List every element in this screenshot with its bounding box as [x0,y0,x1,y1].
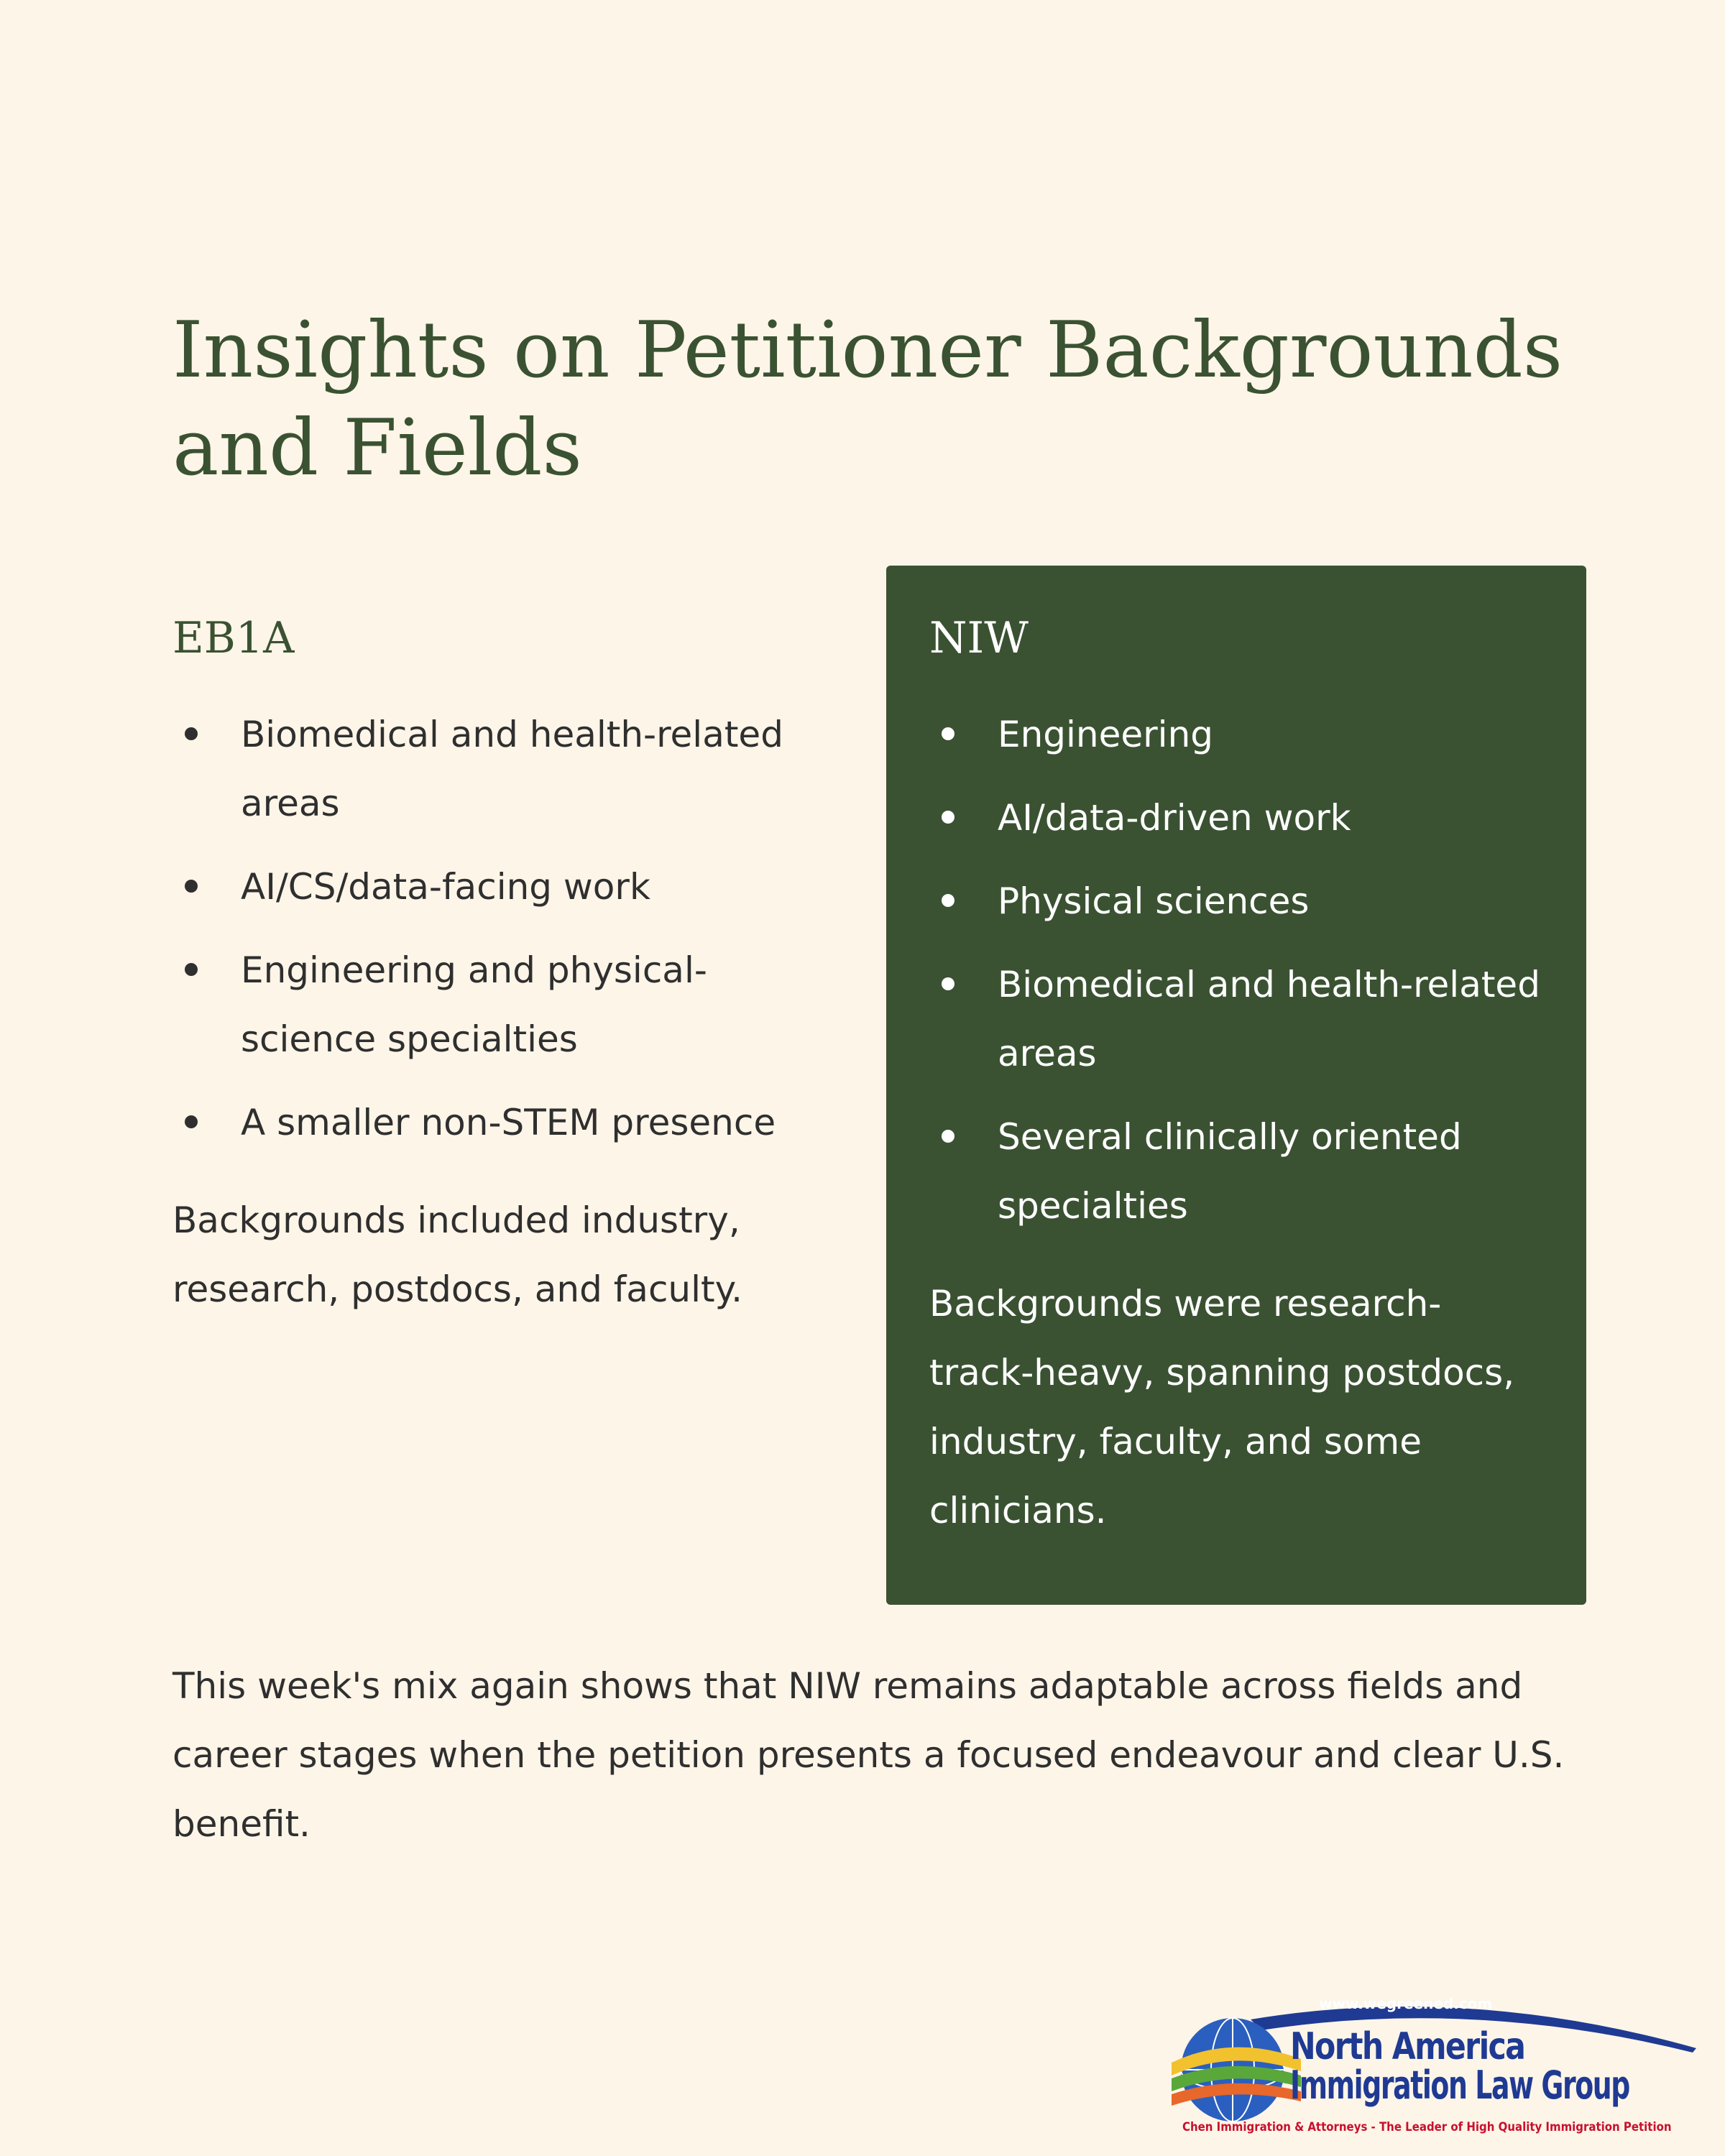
list-item: Several clinically oriented specialties [929,1102,1543,1240]
niw-heading: NIW [929,613,1029,663]
list-item: Engineering [929,700,1543,769]
logo-name-line2: Immigration Law Group [1290,2063,1629,2108]
page-title: Insights on Petitioner Backgrounds and Fields [172,305,1563,493]
list-item: Engineering and physical-science specialties [172,936,819,1074]
niw-panel [886,566,1586,1605]
eb1a-column [172,604,819,1324]
conclusion-text: This week's mix again shows that NIW remains adaptable across fields and career stages when the petition presents a focused endeavour and clear U.S. benefit. [172,1665,1565,1845]
logo-url: www.wegreened.com [1319,1995,1493,2012]
logo-tagline: Chen Immigration & Attorneys - The Leader of High Quality Immigration Petition [1182,2120,1672,2134]
firm-logo [1164,1991,1711,2149]
list-item: AI/CS/data-facing work [172,852,819,921]
list-item: A smaller non-STEM presence [172,1088,819,1157]
bullet-icon [185,727,198,740]
list-item: Physical sciences [929,867,1543,936]
niw-field-list [929,700,1543,1240]
niw-summary: Backgrounds were research-track-heavy, spanning postdocs, industry, faculty, and some clinicians. [929,1283,1515,1531]
bullet-icon [942,811,954,824]
bullet-icon [942,894,954,907]
list-item: Biomedical and health-related areas [929,950,1543,1088]
logo-name-line1: North America [1290,2025,1525,2068]
list-item: Biomedical and health-related areas [172,700,819,838]
eb1a-heading: EB1A [172,613,295,663]
bullet-icon [942,1130,954,1143]
bullet-icon [185,880,198,893]
bullet-icon [185,1115,198,1128]
eb1a-summary: Backgrounds included industry, research, postdocs, and faculty. [172,1199,742,1310]
bullet-icon [942,977,954,990]
list-item: AI/data-driven work [929,783,1543,852]
bullet-icon [185,963,198,976]
bullet-icon [942,727,954,740]
eb1a-field-list [172,700,819,1157]
